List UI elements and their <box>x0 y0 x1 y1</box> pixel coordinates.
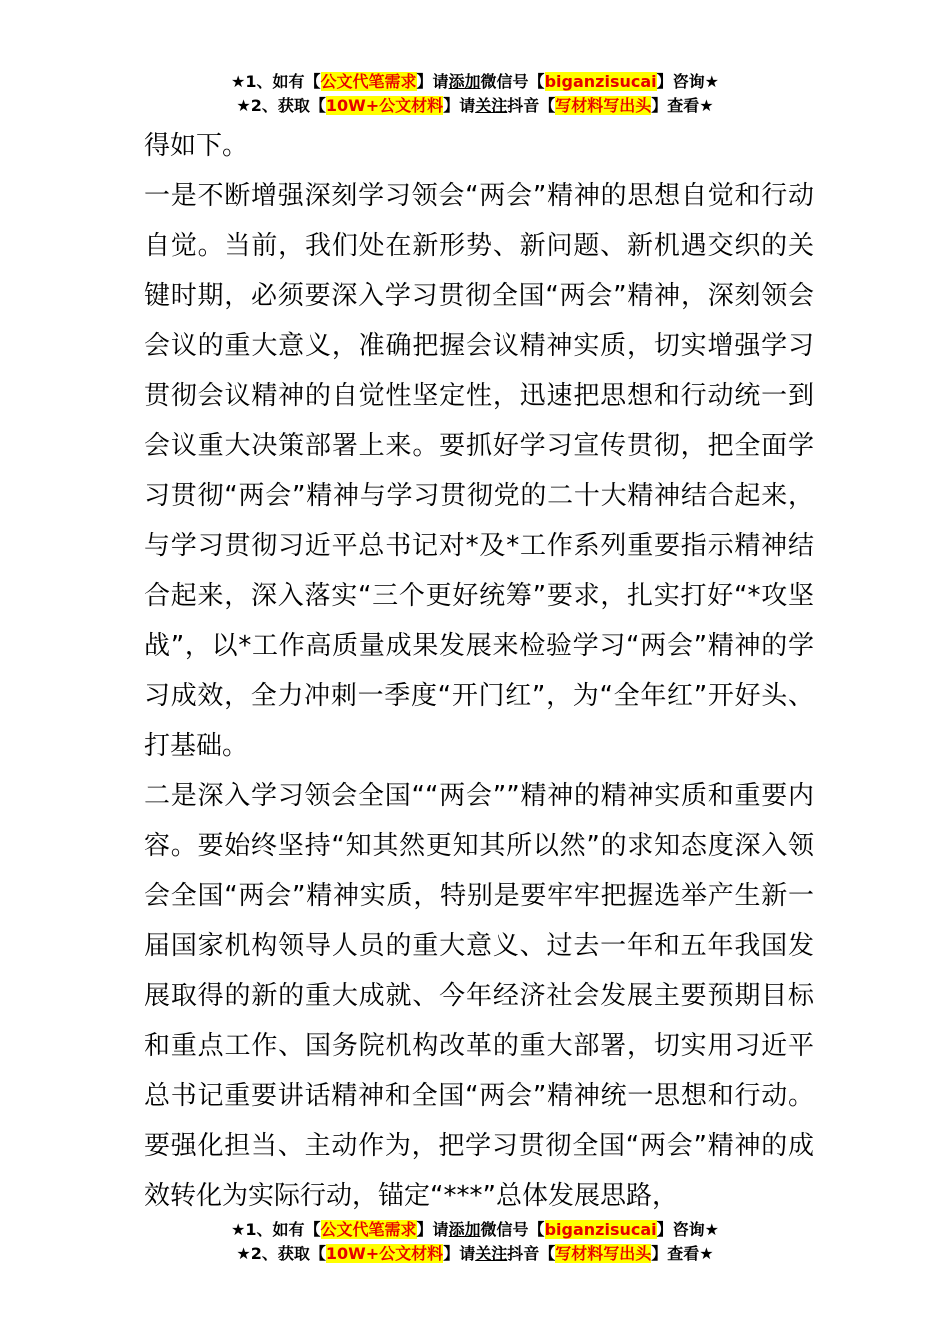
footer-ad <box>0 1218 950 1266</box>
paragraph-continuation: 得如下。 <box>144 131 249 161</box>
footer-ad-line-2 <box>0 1242 950 1266</box>
header-ad-line-2 <box>0 94 950 118</box>
header-ad-line-1-prefix: ★1、如有【 <box>231 72 321 91</box>
footer-ad-line-1 <box>0 1218 950 1242</box>
header-ad-line-1 <box>0 70 950 94</box>
footer-ad-line-1-text: 】请 <box>416 1220 449 1239</box>
footer-ad-line-1-underlined: 添加 <box>448 1220 481 1239</box>
paragraph-point-two: 二是深入学习领会全国““两会””精神的精神实质和重要内容。要始终坚持“知其然更知其所以然”的求知态度深入领会全国“两会”精神实质，特别是要牢牢把握选举产生新一届国家机构领导人员的重大意义、过去一年和五年我国发展取得的新的重大成就、今年经济社会发展主要预期目标和重点工作、国务院机构改革的重大部署，切实用习近平总书记重要讲话精神和全国“两会”精神统一思想和行动。要强化担当、主动作为，把学习贯彻全国“两会”精神的成效转化为实际行动，锚定“***”总体发展思路， <box>144 781 814 1211</box>
footer-ad-line-2-text-2: 抖音【 <box>507 1244 556 1263</box>
footer-ad-line-2-underlined: 关注 <box>475 1244 508 1263</box>
header-ad-line-1-highlight-wechat-id: biganzisucai <box>544 72 657 91</box>
footer-ad-line-2-suffix: 】查看★ <box>651 1244 714 1263</box>
header-ad-line-1-text: 】请 <box>416 72 449 91</box>
header-ad-line-1-underlined: 添加 <box>448 72 481 91</box>
header-ad-line-2-underlined: 关注 <box>475 96 508 115</box>
footer-ad-line-2-highlight-materials: 10W+公文材料 <box>325 1244 444 1263</box>
footer-ad-line-1-highlight-wechat-id: biganzisucai <box>544 1220 657 1239</box>
document-body <box>144 121 814 1221</box>
footer-ad-line-1-prefix: ★1、如有【 <box>231 1220 321 1239</box>
footer-ad-line-1-text-2: 微信号【 <box>480 1220 545 1239</box>
header-ad-line-1-suffix: 】咨询★ <box>656 72 719 91</box>
footer-ad-line-1-suffix: 】咨询★ <box>656 1220 719 1239</box>
footer-ad-line-2-text: 】请 <box>443 1244 476 1263</box>
paragraph-point-one: 一是不断增强深刻学习领会“两会”精神的思想自觉和行动自觉。当前，我们处在新形势、新问题、新机遇交织的关键时期，必须要深入学习贯彻全国“两会”精神，深刻领会会议的重大意义，准确把握会议精神实质，切实增强学习贯彻会议精神的自觉性坚定性，迅速把思想和行动统一到会议重大决策部署上来。要抓好学习宣传贯彻，把全面学习贯彻“两会”精神与学习贯彻党的二十大精神结合起来，与学习贯彻习近平总书记对*及*工作系列重要指示精神结合起来，深入落实“三个更好统筹”要求，扎实打好“*攻坚战”，以*工作高质量成果发展来检验学习“两会”精神的学习成效，全力冲刺一季度“开门红”，为“全年红”开好头、打基础。 <box>144 181 814 761</box>
header-ad-line-2-prefix: ★2、获取【 <box>236 96 326 115</box>
header-ad <box>0 70 950 118</box>
header-ad-line-1-highlight-service: 公文代笔需求 <box>320 72 417 91</box>
header-ad-line-2-highlight-douyin: 写材料写出头 <box>555 96 652 115</box>
footer-ad-line-2-highlight-douyin: 写材料写出头 <box>555 1244 652 1263</box>
footer-ad-line-2-prefix: ★2、获取【 <box>236 1244 326 1263</box>
header-ad-line-1-text-2: 微信号【 <box>480 72 545 91</box>
header-ad-line-2-highlight-materials: 10W+公文材料 <box>325 96 444 115</box>
header-ad-line-2-suffix: 】查看★ <box>651 96 714 115</box>
header-ad-line-2-text: 】请 <box>443 96 476 115</box>
header-ad-line-2-text-2: 抖音【 <box>507 96 556 115</box>
footer-ad-line-1-highlight-service: 公文代笔需求 <box>320 1220 417 1239</box>
